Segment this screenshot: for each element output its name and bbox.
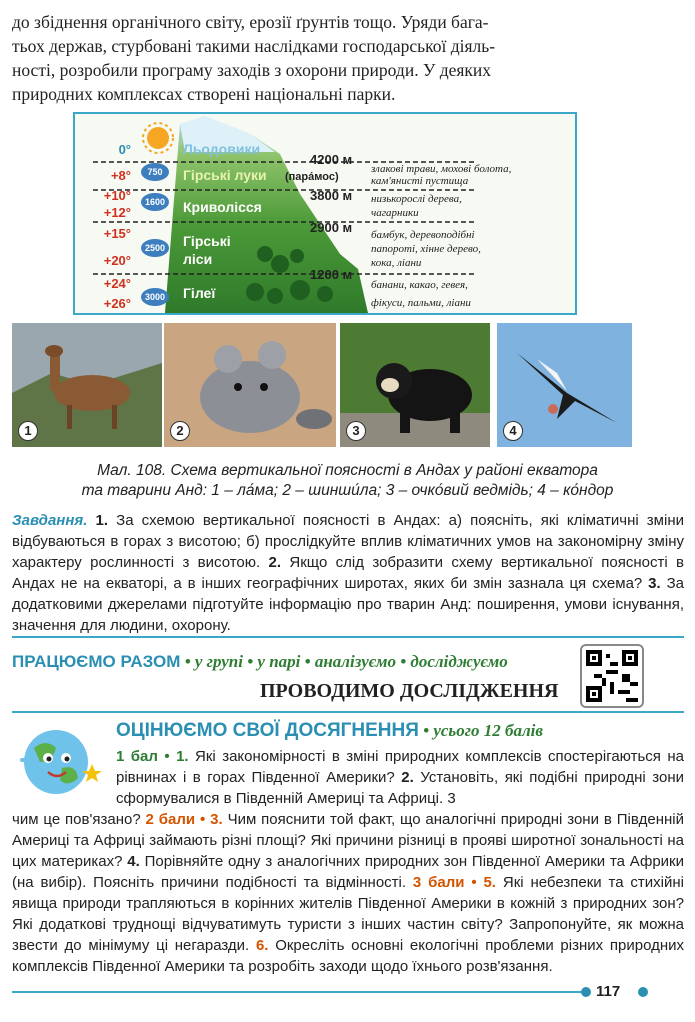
question-text: Порівняйте одну з аналогічних природних зон Південної Америки та Африки (на вибір). Поясніть причини подібності та відмінності. — [12, 853, 684, 891]
section-divider — [12, 711, 684, 713]
temperature-label: +8° — [110, 168, 131, 183]
height-label: 1200 м — [310, 267, 353, 282]
rain-label: 750 — [147, 167, 163, 177]
animal-photos — [12, 323, 684, 447]
points-badge: 1 бал • 1. — [116, 748, 189, 765]
height-label: 3800 м — [310, 188, 353, 203]
intro-line: природних комплексах створені національні парки. — [12, 84, 396, 104]
zone-label: Гірські луки — [183, 167, 267, 183]
question-text: Які небезпеки та стихійні явища природи трапляються в корінних жителів Південної Америки в кожній з природних зон? Які додаткові труднощі відчуватимуть туристи з інших частин світу? Запропонуйте, як можна звести до мінімуму ці негаразди. — [12, 874, 684, 954]
question-text: Установіть, які подібні природні зони сформувалися в Південній Америці та Африці. — [116, 769, 684, 807]
zone-label: Криволісся — [183, 199, 262, 215]
spectacled-bear-photo — [340, 323, 490, 447]
vegetation-note: кока, ліани — [371, 257, 422, 269]
condor-photo — [497, 323, 632, 447]
question-number: 2. — [401, 769, 414, 786]
vegetation-note: низькорослі дерева, — [371, 193, 462, 205]
evaluation-body — [12, 746, 684, 977]
llama-photo — [12, 323, 162, 447]
evaluation-total: • усього 12 балів — [418, 721, 544, 740]
sun-icon — [143, 123, 173, 153]
task-block — [12, 510, 684, 636]
intro-line: тьох держав, стурбовані такими наслідками господарської діяль- — [12, 36, 496, 56]
temperature-label: +12° — [103, 205, 131, 220]
qr-code[interactable] — [580, 644, 644, 708]
question-number: 6. — [255, 937, 269, 954]
question-text: Які закономірності в зміні природних комплексів спостерігаються на рівнинах і в горах Південної Америки? — [116, 748, 684, 786]
working-together-tags: • у групі • у парі • аналізуємо • досліджуємо — [180, 652, 508, 671]
height-label: (пара́мос) — [285, 171, 339, 183]
footer-line — [12, 991, 582, 993]
vegetation-note: кам'янисті пустища — [371, 175, 469, 187]
temperature-label: +20° — [103, 253, 131, 268]
question-number: 3 — [447, 790, 456, 807]
working-together-heading — [12, 652, 572, 672]
rain-label: 2500 — [144, 243, 166, 253]
photo-number: 3 — [346, 421, 366, 441]
zonation-svg — [75, 114, 575, 313]
temperature-label: +26° — [103, 296, 131, 311]
evaluation-title: ОЦІНЮЄМО СВОЇ ДОСЯГНЕННЯ — [116, 720, 419, 741]
task-label: Завдання. — [12, 512, 88, 529]
vegetation-note: бамбук, деревоподібні — [371, 229, 475, 241]
rain-label: 3000 — [144, 292, 166, 302]
question-text: Окресліть основні екологічні проблеми різних природних комплексів Південної Америки та розробіть заходи щодо їхнього розв'язання. — [12, 937, 684, 975]
question-text: Чим пояснити той факт, що аналогічні природні зони в Південній Америці та Африці займають різні площі? Які причини різниці в прояві широтної зональності на цих материках? — [12, 811, 684, 870]
chinchilla-photo — [164, 323, 336, 447]
question-text: чим це пов'язано? — [12, 811, 146, 828]
task-text: За додатковими джерелами підготуйте інформацію про тварин Анд: поширення, умови існування, значення для людини, охорону. — [12, 575, 684, 634]
caption-line: Мал. 108. Схема вертикальної поясності в Андах у районі екватора — [97, 462, 598, 479]
temperature-label: +10° — [103, 188, 131, 203]
working-together-title: ПРАЦЮЄМО РАЗОМ — [12, 652, 181, 671]
zone-label: Льодовики — [183, 141, 261, 157]
zone-label: Гілеї — [183, 285, 216, 301]
task-text: Якщо слід зобразити схему вертикальної поясності в Андах не на екваторі, а в інших географічних широтах, яких би змін зазнала ця схема? — [12, 554, 684, 592]
task-number: 3. — [648, 575, 661, 592]
height-label: 4200 м — [310, 152, 353, 167]
vegetation-note: фікуси, пальми, ліани — [371, 297, 471, 309]
question-number: 4. — [127, 853, 140, 870]
section-divider — [12, 636, 684, 638]
task-number: 1. — [95, 512, 109, 529]
intro-line: ності, розробили програму заходів з охорони природи. У деяких — [12, 60, 492, 80]
zone-label: Гірські — [183, 233, 231, 249]
evaluation-indented-text — [12, 746, 684, 809]
intro-line: до збіднення органічного світу, ерозії ґрунтів тощо. Уряди бага- — [12, 12, 489, 32]
vegetation-note: папороті, хінне дерево, — [371, 243, 481, 255]
page-number: 117 — [596, 983, 621, 1000]
page-number-block — [580, 981, 650, 1003]
temperature-label: +24° — [103, 276, 131, 291]
points-badge: 3 бали • 5. — [412, 874, 496, 891]
photo-number: 1 — [18, 421, 38, 441]
task-number: 2. — [268, 554, 282, 571]
points-badge: 2 бали • 3. — [145, 811, 223, 828]
vegetation-note: банани, какао, гевея, — [371, 279, 468, 291]
intro-paragraph — [12, 10, 682, 106]
evaluation-heading — [116, 720, 543, 742]
evaluation-full-text — [12, 809, 684, 977]
temperature-label: 0° — [118, 142, 131, 157]
photo-number: 2 — [170, 421, 190, 441]
photo-number: 4 — [503, 421, 523, 441]
caption-line: та тварини Анд: 1 – ла́ма; 2 – шинши́ла; 3 – очко́вий ведмідь; 4 – ко́ндор — [81, 482, 614, 499]
height-label: 2900 м — [310, 220, 353, 235]
working-together-block — [12, 652, 572, 702]
rain-cloud-icon — [141, 163, 169, 306]
rain-label: 1600 — [144, 197, 166, 207]
temperature-label: +15° — [103, 226, 131, 241]
research-subtitle: ПРОВОДИМО ДОСЛІДЖЕННЯ — [260, 680, 559, 702]
figure-caption — [20, 461, 675, 501]
vegetation-note: чагарники — [371, 207, 419, 219]
vegetation-note: злакові трави, мохові болота, — [371, 163, 512, 175]
qr-code-icon — [586, 650, 638, 702]
task-text: За схемою вертикальної поясності в Андах: а) поясніть, які кліматичні зміни відбуваються в горах з висотою; б) прослідкуйте вплив кліматичних умов на закономірну зміну характеру рослинності з висотою. — [12, 512, 684, 571]
zonation-diagram — [73, 112, 577, 315]
zone-label: ліси — [183, 251, 213, 267]
